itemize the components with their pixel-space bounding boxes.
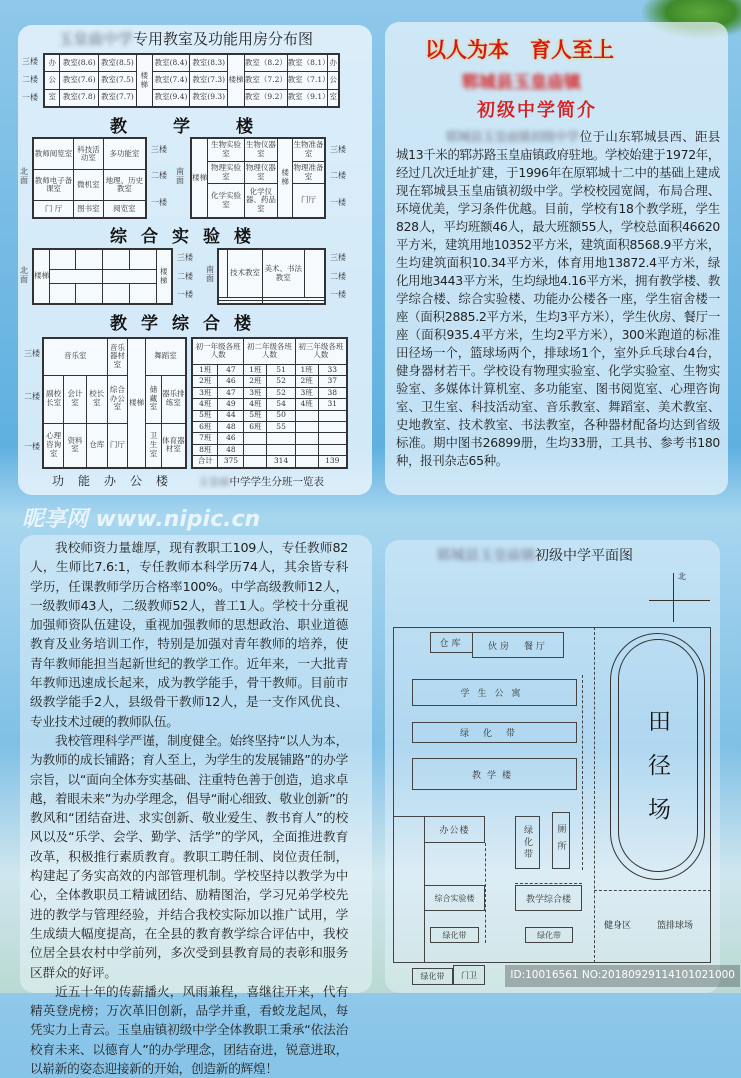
lab-building: 综合实验楼 xyxy=(424,885,485,911)
table-cell: 3班 xyxy=(192,387,218,398)
map-title: 郓城县玉皇庙镇初级中学平面图 xyxy=(437,548,633,564)
table-cell: 139 xyxy=(318,456,347,468)
table-cell: 体育器材室 xyxy=(161,423,186,468)
table-cell: 阅览室 xyxy=(103,201,146,218)
table-cell: 仓库 xyxy=(86,423,107,468)
floor-label: 二楼 xyxy=(22,75,38,84)
table-cell: 综合办公室 xyxy=(107,375,128,423)
table-row xyxy=(192,421,347,432)
comprehensive-building: 教学综合楼 xyxy=(515,885,582,911)
table-cell xyxy=(304,249,325,298)
table-cell: 4班 xyxy=(244,399,267,410)
table-cell: 314 xyxy=(267,456,295,468)
intro-text: 郓城县玉皇庙镇初级中学位于山东郓城县西、距县城13千米的郓苏路玉皇庙镇政府驻地。学校始建于1972年，经过几次迁址扩建，于1996年在原郓城十二中的基础上建成现在郓城县玉皇庙镇初级中学。学校校园宽阔，布局合理、环境优美，学习条件优越。目前，学校有18个教学班，学生828人，平均班额46人，最大班额55人，学校总面积46620平方米，建筑用地10352平方米，建筑面积8568.9平方米，生均建筑面积10.34平方米，体育用地13872.4平方米，绿化用地3443平方米，生均绿地4.16平方米，拥有教学楼、教学综合楼、综合实验楼、功能办公楼各一座，学生宿舍楼一座（面积2885.2平方米，生均3平方米），学生伙房、餐厅一座（面积935.4平方米，生均2平方米），300米跑道的标准田径场一个，篮球场两个，排球场1个，室外乒乓球台4台，健身器材若干。学校设有物理实验室、化学实验室、生物实验室、多媒体计算机室、多功能室、图书阅览室、心理咨询室、卫生室、科技活动室、音乐教室、舞蹈室、美术教室、史地教室、技术教室、书法教室，各种器材配备均达到省级标准。期中图书26899册，生均33册，工具书、参考书180种，报刊杂志65种。 xyxy=(396,129,720,468)
floor-label: 二楼 xyxy=(24,392,40,401)
table-cell: 心理咨询室 xyxy=(43,423,64,468)
table-row xyxy=(192,410,347,421)
table-cell: 1班 xyxy=(244,364,267,375)
table-cell: 44 xyxy=(218,410,244,421)
floor-label: 一楼 xyxy=(177,290,193,299)
table-cell xyxy=(50,283,76,304)
table-cell: 6班 xyxy=(192,421,218,432)
table-cell xyxy=(103,270,156,284)
table-cell xyxy=(103,283,130,304)
table-cell: 初三年级各班人数 xyxy=(295,338,347,364)
table-cell xyxy=(103,249,130,270)
table-cell xyxy=(130,283,157,304)
lab-north-table xyxy=(32,137,147,219)
table-cell xyxy=(295,433,318,444)
table-cell: 楼梯 xyxy=(228,54,245,107)
table-cell: 办 xyxy=(328,54,339,72)
table-cell xyxy=(318,410,347,421)
table-cell: 5班 xyxy=(244,410,267,421)
table-cell: 教室(7.7) xyxy=(99,89,137,107)
floor-label: 一楼 xyxy=(151,198,167,207)
kitchen-dining: 伙房 餐厅 xyxy=(472,632,564,658)
table-cell: 音乐器材室 xyxy=(107,338,128,375)
table-cell: 教师阅览室 xyxy=(33,138,74,170)
table-cell: 教室（9.1） xyxy=(287,89,328,107)
table-cell: 地理、历史教室 xyxy=(103,170,146,201)
table-cell: 7班 xyxy=(192,433,218,444)
divider-dotted xyxy=(594,890,711,891)
table-cell: 校长室 xyxy=(86,375,107,423)
basketball-court: 篮排球场 xyxy=(657,921,694,931)
table-cell: 教室(8.5) xyxy=(99,54,137,72)
table-cell xyxy=(75,249,103,270)
table-row xyxy=(192,364,347,375)
table-cell: 楼梯 xyxy=(278,138,293,218)
table-cell: 教室(8.4) xyxy=(152,54,190,72)
table-cell: 门厅 xyxy=(293,184,325,218)
table-cell: 3班 xyxy=(295,387,318,398)
toilet: 厕所 xyxy=(552,812,570,869)
table-cell: 楼梯 xyxy=(33,249,50,304)
table-cell: 公 xyxy=(44,72,60,89)
table-cell: 技术教室 xyxy=(228,249,262,298)
table-cell: 教室（8.2） xyxy=(244,54,287,72)
green-belt: 绿化带 xyxy=(525,927,573,943)
table-cell: 48 xyxy=(218,421,244,432)
table-cell: 副校长室 xyxy=(43,375,64,423)
north-label: 北 xyxy=(678,572,686,581)
track-label: 田径场 xyxy=(648,709,671,823)
table-cell xyxy=(218,249,228,298)
table-row xyxy=(192,387,347,398)
table-cell: 教室(7.6) xyxy=(60,72,99,89)
table-cell: 4班 xyxy=(295,399,318,410)
table-cell: 科技活动室 xyxy=(74,138,104,170)
table-cell: 49 xyxy=(218,399,244,410)
table-cell xyxy=(295,444,318,455)
table-cell: 物理准备室 xyxy=(293,161,325,184)
table-cell: 楼梯 xyxy=(128,338,146,468)
table-cell: 教师电子备课室 xyxy=(33,170,74,201)
table-cell xyxy=(318,421,347,432)
floor-label: 二楼 xyxy=(177,272,193,281)
table-cell: 2班 xyxy=(295,376,318,387)
table-cell: 室 xyxy=(44,89,60,107)
table-cell: 多功能室 xyxy=(103,138,146,170)
table-cell: 教室(9.4) xyxy=(152,89,190,107)
paragraph: 我校师资力量雄厚，现有教职工109人，专任教师82人，生师比7.6:1，专任教师本科学历74人，其余皆专科学历，任课教师学历合格率100%。中学高级教师12人，一级教师43人，二级教师52人，普工1人。学校十分重视加强师资队伍建设，重视加强教师的思想政治、职业道德教育及业务培训工作，特别是加强对青年教师的培养，使青年教师能担当起新世纪的教学工作。近年来，一大批青年教师迅速成长起来，成为教学能手，骨干教师。目前市级教学能手2人，县级骨干教师12人，是一支作风优良、专业技术过硬的教师队伍。 xyxy=(30,540,348,729)
classroom-table xyxy=(43,53,340,108)
table-cell: 化学实验室 xyxy=(208,184,244,218)
table-cell: 生物仪器室 xyxy=(244,138,278,161)
table-cell: 2班 xyxy=(244,376,267,387)
warehouse: 仓库 xyxy=(430,632,473,653)
table-cell xyxy=(75,283,103,304)
divider-dotted xyxy=(594,627,595,963)
office-outline xyxy=(393,816,425,963)
north-label: 北面 xyxy=(20,167,28,185)
table-cell: 公 xyxy=(328,72,339,89)
table-cell: 楼梯 xyxy=(191,138,208,218)
table-cell: 会计室 xyxy=(64,375,87,423)
table-cell: 办 xyxy=(44,54,60,72)
table-cell: 37 xyxy=(318,376,347,387)
motto: 以人为本 育人至上 xyxy=(425,38,614,62)
table-cell xyxy=(267,444,295,455)
table-cell: 音乐室 xyxy=(43,338,107,375)
table-cell: 4班 xyxy=(192,399,218,410)
table-row xyxy=(192,444,347,455)
office-building-table xyxy=(42,337,187,469)
south-label: 南面 xyxy=(176,167,184,185)
floor-label: 三楼 xyxy=(177,253,193,262)
table-cell: 器乐排练室 xyxy=(161,375,186,423)
table-cell: 微机室 xyxy=(74,170,104,201)
table-cell xyxy=(295,456,318,468)
floor-label: 三楼 xyxy=(22,57,38,66)
table-cell: 教室(7.3) xyxy=(190,72,228,89)
table-cell: 资料室 xyxy=(64,423,87,468)
table-cell: 48 xyxy=(218,444,244,455)
table-cell: 楼梯 xyxy=(136,54,152,107)
table-cell: 教室(9.3) xyxy=(190,89,228,107)
floor-label: 二楼 xyxy=(330,272,346,281)
fitness-area: 健身区 xyxy=(604,921,632,931)
comp-north-table xyxy=(32,248,173,305)
compass-line xyxy=(649,600,710,601)
table-cell: 教室(7.4) xyxy=(152,72,190,89)
table-row xyxy=(192,456,347,468)
table-cell xyxy=(262,300,325,304)
table-cell xyxy=(50,270,103,284)
table-cell: 生物准备室 xyxy=(293,138,325,161)
dormitory: 学生公寓 xyxy=(412,679,577,706)
table-cell: 5班 xyxy=(192,410,218,421)
paragraph: 近五十年的传薪播火，风雨兼程，喜继往开来，代有精英登虎榜；万次革旧创新，品学并重，看蛟龙起凤，每凭实力上青云。玉皇庙镇初级中学全体教职工秉承“依法治校育未来、以德育人”的办学理念，团结奋进，锐意进取，以崭新的姿态迎接新的开始，创造新的辉煌！ xyxy=(30,983,348,1077)
north-label: 北面 xyxy=(20,266,28,284)
staff-text xyxy=(30,538,348,1078)
table-cell xyxy=(244,444,267,455)
table-cell: 54 xyxy=(267,399,295,410)
guard-room: 门卫 xyxy=(453,965,485,985)
table-cell: 室 xyxy=(328,89,339,107)
table-cell: 6班 xyxy=(244,421,267,432)
table-cell: 教室（9.2） xyxy=(244,89,287,107)
class-table-caption: 玉皇庙中学学生分班一览表 xyxy=(198,476,324,488)
table-cell xyxy=(267,433,295,444)
table-cell: 教室(8.3) xyxy=(190,54,228,72)
table-cell: 初二年级各班人数 xyxy=(244,338,295,364)
table-cell: 50 xyxy=(267,410,295,421)
table-cell xyxy=(318,444,347,455)
building-title-lab: 综合实验楼 xyxy=(110,227,265,247)
table-cell: 教室（7.2） xyxy=(244,72,287,89)
table-cell: 52 xyxy=(267,376,295,387)
table-cell: 52 xyxy=(267,387,295,398)
school-name: 郓城县玉皇庙镇 xyxy=(462,73,581,93)
table-cell: 生物实验室 xyxy=(208,138,244,161)
floor-label: 一楼 xyxy=(330,198,346,207)
table-cell xyxy=(318,433,347,444)
table-cell: 51 xyxy=(267,364,295,375)
table-cell: 门 厅 xyxy=(33,201,74,218)
floor-label: 二楼 xyxy=(151,171,167,180)
table-cell: 8班 xyxy=(192,444,218,455)
intro-subtitle: 初级中学简介 xyxy=(477,100,597,121)
table-row xyxy=(192,433,347,444)
table-cell xyxy=(50,249,76,270)
table-cell: 31 xyxy=(318,399,347,410)
floor-label: 三楼 xyxy=(330,145,346,154)
teaching-building: 教学楼 xyxy=(412,758,577,790)
lab-south-table xyxy=(190,137,326,219)
table-cell: 375 xyxy=(218,456,244,468)
table-cell: 46 xyxy=(218,433,244,444)
floor-label: 一楼 xyxy=(22,93,38,102)
green-belt-vertical: 绿化带 xyxy=(515,816,540,869)
green-belt: 绿化带 xyxy=(412,968,453,985)
floor-label: 三楼 xyxy=(151,145,167,154)
table-cell: 楼梯 xyxy=(156,249,172,304)
floor-label: 一楼 xyxy=(24,442,40,451)
table-cell xyxy=(218,300,262,304)
table-cell: 1班 xyxy=(192,364,218,375)
table-cell: 1班 xyxy=(295,364,318,375)
table-cell xyxy=(244,456,267,468)
divider-dotted xyxy=(485,843,486,943)
table-cell: 舞蹈室 xyxy=(146,338,186,375)
office-building-caption: 功能办公楼 xyxy=(52,474,183,488)
class-size-table xyxy=(191,337,348,469)
building-title-comprehensive: 教学综合楼 xyxy=(110,314,265,334)
table-cell: 3班 xyxy=(244,387,267,398)
south-label: 南面 xyxy=(206,265,214,283)
table-cell: 55 xyxy=(267,421,295,432)
divider-dotted xyxy=(515,883,582,884)
divider-dotted xyxy=(582,675,583,870)
watermark: 昵享网 www.nipic.cn xyxy=(22,507,261,532)
building-title-teaching: 教学楼 xyxy=(110,117,299,137)
table-cell xyxy=(295,421,318,432)
table-cell: 2班 xyxy=(192,376,218,387)
green-belt: 绿化带 xyxy=(430,927,479,943)
table-cell: 物理仪器室 xyxy=(244,161,278,184)
table-cell xyxy=(130,249,157,270)
table-cell: 图书室 xyxy=(74,201,104,218)
table-cell: 美术、书法教室 xyxy=(262,249,304,298)
table-cell: 合计 xyxy=(192,456,218,468)
green-belt: 绿化带 xyxy=(412,722,577,743)
floor-label: 一楼 xyxy=(330,290,346,299)
table-cell: 门厅 xyxy=(107,423,128,468)
table-cell: 33 xyxy=(318,364,347,375)
floor-label: 三楼 xyxy=(330,253,346,262)
table-cell: 教室(7.8) xyxy=(60,89,99,107)
paragraph: 我校管理科学严谨，制度健全。始终坚持“以人为本，为教师的成长铺路；育人至上，为学生的发展铺路”的办学宗旨，以“面向全体夯实基础、注重特色善于创造，追求卓越，着眼未来”为办学理念，倡导“耐心细致、敬业创新”的教风和“团结奋进、求实创新、敬业爱生、教书育人”的校风以及“乐学、会学、勤学、活学”的学风，全面推进教育改革，积极推行素质教育。教职工聘任制、岗位责任制，构建起了务实高效的内部管理机制。学校坚持以教学为中心，全体教职员工精诚团结、励精图治，学习兄弟学校先进的教学与管理经验，并结合我校实际加以推广试用，学生成绩大幅度提高，在全县的教育教学综合评估中，我校位居全县农村中学前列，多次受到县教育局的表彰和服务区群众的好评。 xyxy=(30,732,348,980)
table-cell: 化学仪器、药品室 xyxy=(244,184,278,218)
comp-south-table xyxy=(217,248,326,305)
table-cell: 47 xyxy=(218,364,244,375)
table-cell: 46 xyxy=(218,376,244,387)
table-cell: 38 xyxy=(318,387,347,398)
table-cell xyxy=(295,410,318,421)
floor-label: 二楼 xyxy=(330,171,346,180)
table-cell xyxy=(244,433,267,444)
table-row xyxy=(192,399,347,410)
table-cell: 卫生室 xyxy=(146,423,162,468)
table-cell: 初一年级各班人数 xyxy=(192,338,244,364)
office-building: 办公楼 xyxy=(424,816,485,843)
table-cell: 储藏室 xyxy=(146,375,162,423)
table-cell: 教室(8.6) xyxy=(60,54,99,72)
table-row xyxy=(192,376,347,387)
compass-icon xyxy=(673,573,674,622)
table-cell: 教室(7.5) xyxy=(99,72,137,89)
table-cell: 教室（8.1） xyxy=(287,54,328,72)
table-cell: 47 xyxy=(218,387,244,398)
floor-label: 三楼 xyxy=(24,349,40,358)
floor-plan-title: 玉皇庙中学专用教室及功能用房分布图 xyxy=(58,30,314,48)
table-cell: 物理实验室 xyxy=(208,161,244,184)
image-id: ID:10016561 NO:20180929114101021000 xyxy=(505,965,740,987)
table-cell: 教室（7.1） xyxy=(287,72,328,89)
